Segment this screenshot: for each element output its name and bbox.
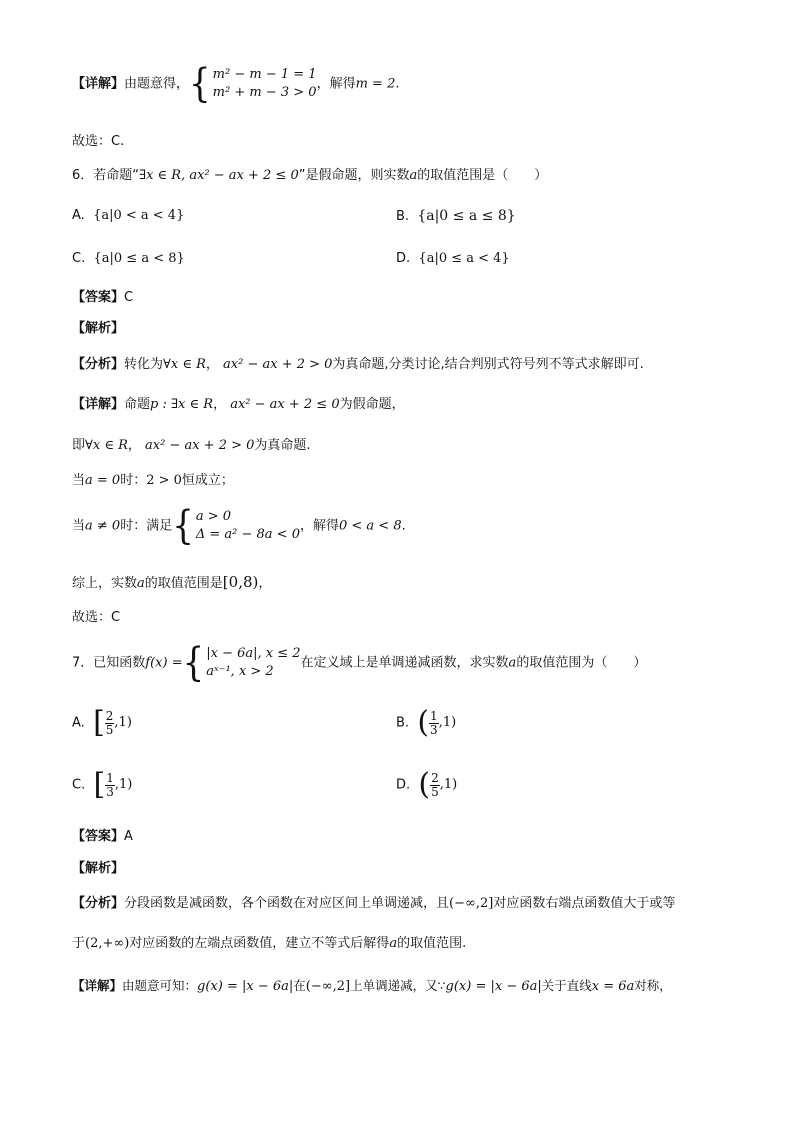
bracket: [	[93, 767, 106, 802]
answer-value: C	[124, 290, 134, 305]
analysis-tag: 【分析】	[72, 357, 125, 372]
detail-tag: 【详解】	[72, 978, 123, 993]
q7-detail-1	[72, 977, 672, 996]
equation-system: { a > 0 Δ = a² − 8a < 0	[172, 503, 300, 549]
q6-detail-5	[72, 573, 271, 593]
math: a	[389, 936, 398, 951]
denominator: 5	[105, 722, 114, 737]
text: 为真命题.	[254, 438, 311, 453]
detail-text: 由题意得，	[124, 76, 190, 92]
q6-option-b	[396, 207, 516, 226]
analysis-tag: 【分析】	[72, 896, 125, 911]
q6-choice: 故选：C	[72, 610, 121, 625]
math: ax² − ax + 2 > 0	[223, 357, 333, 372]
q7-fenxi-2	[72, 935, 466, 953]
prev-choice: 故选：C.	[72, 134, 125, 149]
stem-text: 7．已知函数	[72, 655, 146, 671]
option-label: D.	[396, 251, 411, 266]
option-label: A.	[72, 208, 85, 223]
text: 关于直线	[541, 978, 592, 993]
option-label: A.	[72, 715, 85, 731]
stem-math: f(x) =	[145, 655, 183, 671]
equation-system: { m² − m − 1 = 1 m² + m − 3 > 0	[189, 61, 317, 107]
bracket: (	[418, 767, 431, 802]
text: 对应函数右端点函数值大于或等	[493, 896, 676, 911]
detail-tag: 【详解】	[72, 76, 125, 92]
option-value	[418, 767, 458, 802]
math: x = 6a	[591, 979, 635, 994]
q6-detail-4	[72, 503, 406, 549]
tail: ,1)	[438, 715, 457, 730]
option-label: D.	[396, 777, 411, 793]
text: 对称，	[634, 978, 672, 993]
piece-row: |x − 6a|, x ≤ 2	[206, 646, 301, 661]
text: 对应函数的左端点函数值，建立不等式后解得	[129, 936, 390, 951]
piecewise-function: { |x − 6a|, x ≤ 2 aˣ⁻¹, x > 2	[182, 640, 301, 686]
stem-text: 在定义域上是单调递减函数，求实数	[300, 655, 509, 671]
math: (−∞,2]	[305, 979, 351, 994]
q6-option-d	[396, 250, 510, 268]
option-label: B.	[396, 715, 410, 731]
math: g(x) = |x − 6a|	[197, 979, 294, 994]
option-value	[417, 705, 457, 740]
text: 为真命题,分类讨论,结合判别式符号列不等式求解即可.	[332, 357, 644, 372]
math: 2 > 0	[146, 473, 182, 488]
math: a = 0	[85, 473, 121, 488]
math: (2,+∞)	[85, 936, 130, 951]
math: (−∞,2]	[449, 896, 494, 911]
equation-row: a > 0	[195, 509, 232, 524]
answer-tag: 【答案】	[72, 290, 125, 305]
denominator: 3	[430, 722, 438, 737]
math: g(x) = |x − 6a|	[445, 979, 542, 994]
text: 恒成立；	[181, 473, 234, 488]
stem-text: 的取值范围为（ ）	[516, 655, 647, 671]
math: ax² − ax + 2 ≤ 0	[230, 397, 340, 412]
text: 命题	[124, 397, 151, 412]
bracket: [	[93, 705, 105, 740]
equation-row: Δ = a² − 8a < 0	[195, 527, 300, 542]
answer-value: A	[124, 829, 133, 844]
answer-tag: 【答案】	[72, 829, 125, 844]
text: 当	[72, 473, 86, 488]
text: 当	[72, 518, 86, 534]
option-value: {a|0 ≤ a ≤ 8}	[417, 208, 516, 224]
piece-row: aˣ⁻¹, x > 2	[206, 664, 274, 679]
math: 0 < a < 8	[339, 518, 402, 534]
option-value: {a|0 ≤ a < 4}	[418, 251, 510, 266]
text: 综上，实数	[72, 576, 138, 591]
tail: ,1)	[114, 715, 132, 730]
math: [0,8)	[222, 573, 259, 591]
q6-fenxi: 【分析】转化为∀x ∈ R， ax² − ax + 2 > 0为真命题,分类讨论,结合判别式符号列不等式求解即可.	[72, 357, 644, 372]
fraction	[105, 772, 115, 799]
q6-option-a	[72, 207, 184, 225]
q6-answer	[72, 289, 133, 307]
text: 由题意可知：	[122, 978, 198, 993]
q7-stem	[72, 640, 647, 686]
option-label: C.	[72, 251, 86, 266]
numerator: 2	[105, 708, 114, 723]
q7-option-c	[72, 767, 133, 802]
text: 为假命题，	[339, 397, 405, 412]
q7-analysis-tag: 【解析】	[72, 861, 125, 876]
option-value: {a|0 ≤ a < 8}	[93, 251, 185, 266]
text: 时：满足	[120, 518, 173, 534]
math: ax² − ax + 2 > 0	[145, 438, 255, 453]
text: 于	[72, 936, 86, 951]
numerator: 1	[106, 770, 114, 785]
text: 即	[72, 438, 86, 453]
text: 在	[293, 978, 306, 993]
equation-row: m² + m − 3 > 0	[212, 85, 317, 100]
numerator: 2	[431, 770, 439, 785]
math: ∀x ∈ R	[85, 438, 128, 453]
bracket: (	[417, 705, 430, 740]
q7-option-a	[72, 705, 132, 740]
text: 转化为	[124, 357, 164, 372]
denominator: 5	[431, 784, 439, 799]
q6-stem	[72, 167, 547, 185]
q6-detail-3	[72, 472, 234, 490]
q7-answer	[72, 828, 133, 846]
text: 的取值范围.	[397, 936, 467, 951]
q6-detail-1: 【详解】命题p : ∃x ∈ R， ax² − ax + 2 ≤ 0为假命题，	[72, 397, 405, 412]
punct: .	[401, 518, 406, 534]
q7-option-b	[396, 705, 457, 740]
stem-text: 6．若命题“	[72, 168, 140, 183]
math-result: m = 2	[355, 76, 396, 92]
q7-fenxi-1	[72, 895, 675, 913]
option-value	[93, 767, 133, 802]
option-value	[93, 705, 132, 740]
q7-option-d	[396, 767, 458, 802]
fraction	[430, 772, 440, 799]
math: p : ∃x ∈ R	[150, 397, 214, 412]
detail-text: ，解得	[316, 76, 356, 92]
option-label: B.	[396, 209, 410, 224]
tail: ,1)	[114, 777, 133, 792]
detail-tag: 【详解】	[72, 397, 125, 412]
math: ∀x ∈ R	[163, 357, 206, 372]
equation-row: m² − m − 1 = 1	[212, 67, 317, 82]
stem-var: a	[508, 655, 517, 671]
punct: .	[395, 76, 400, 92]
math: a	[137, 576, 145, 591]
stem-math: ∃x ∈ R, ax² − ax + 2 ≤ 0	[139, 168, 299, 183]
q6-analysis-tag: 【解析】	[72, 321, 125, 336]
text: 上单调递减，又∵	[350, 978, 446, 993]
fraction	[105, 710, 115, 737]
numerator: 1	[430, 708, 438, 723]
text: ，解得	[299, 518, 339, 534]
text: 时：	[120, 473, 147, 488]
stem-text: 的取值范围是（ ）	[417, 168, 548, 183]
text: 的取值范围是	[144, 576, 223, 591]
denominator: 3	[106, 784, 114, 799]
q6-option-c	[72, 250, 185, 268]
tail: ,1)	[439, 777, 458, 792]
option-label: C.	[72, 777, 86, 793]
q6-detail-2: 即∀x ∈ R， ax² − ax + 2 > 0为真命题.	[72, 438, 311, 453]
prev-detail-line	[72, 61, 400, 107]
math: a ≠ 0	[85, 518, 121, 534]
stem-text: ”是假命题，则实数	[298, 168, 410, 183]
punct: ，	[258, 576, 272, 591]
fraction	[429, 710, 439, 737]
stem-var: a	[409, 168, 418, 183]
text: 分段函数是减函数，各个函数在对应区间上单调递减，且	[124, 896, 450, 911]
option-value: {a|0 < a < 4}	[93, 208, 185, 223]
